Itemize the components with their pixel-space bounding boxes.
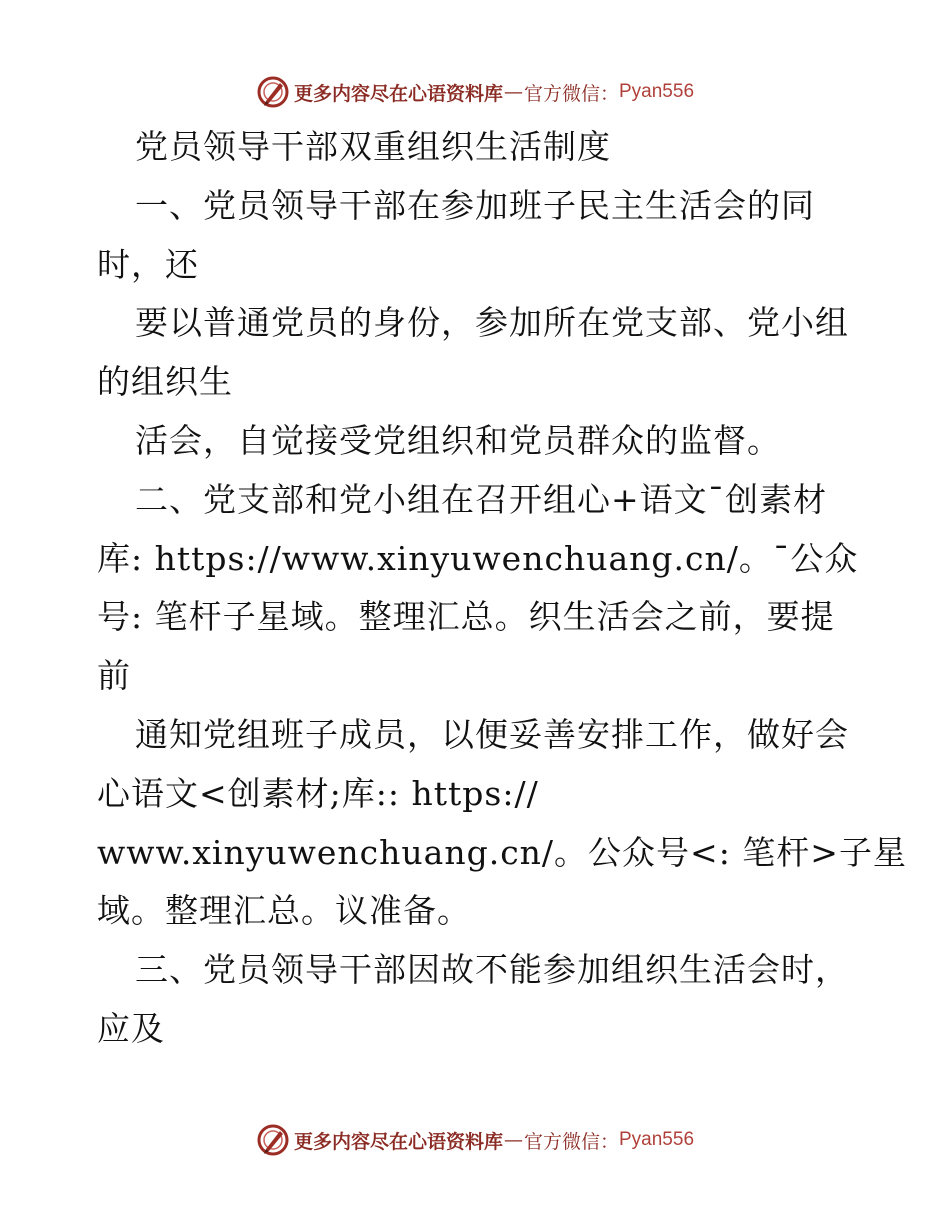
header-watermark-banner (0, 72, 950, 112)
text-line: 活会，自觉接受党组织和党员群众的监督。 (135, 420, 781, 460)
footer-wechat-handle: Pyan556 (619, 1129, 695, 1150)
text-line: 域。整理汇总。议准备。 (97, 891, 471, 931)
pen-logo-icon (256, 1123, 290, 1157)
pen-logo-icon (256, 75, 290, 109)
document-body (97, 118, 907, 1059)
header-wechat-handle: Pyan556 (619, 81, 695, 102)
header-site-name: 更多内容尽在心语资料库 (293, 82, 503, 105)
footer-site-name: 更多内容尽在心语资料库 (293, 1130, 503, 1153)
document-title: 党员领导干部双重组织生活制度 (135, 127, 611, 166)
text-line: 二、党支部和党小组在召开组心+语文¯创素材 (135, 479, 828, 519)
footer-watermark-banner (0, 1120, 950, 1160)
text-line: 一、党员领导干部在参加班子民主生活会的同 (135, 185, 815, 225)
text-line: 号: 笔杆子星域。整理汇总。织生活会之前，要提 (97, 597, 835, 637)
header-wechat-label: 官方微信： (523, 82, 619, 105)
text-line: 库: https://www.xinyuwenchuang.cn/。¯公众 (97, 538, 859, 578)
text-line: www.xinyuwenchuang.cn/。公众号<: 笔杆>子星 (97, 832, 907, 872)
footer-separator: — (503, 1129, 523, 1151)
text-line: 时，还 (97, 244, 199, 284)
text-line: 要以普通党员的身份，参加所在党支部、党小组 (135, 303, 849, 343)
footer-wechat-label: 官方微信： (523, 1130, 619, 1153)
text-line: 心语文<创素材;库:: https:// (97, 773, 539, 813)
text-line: 通知党组班子成员，以便妥善安排工作，做好会 (135, 714, 849, 754)
text-line: 三、党员领导干部因故不能参加组织生活会时， (135, 950, 849, 990)
text-line: 应及 (97, 1008, 165, 1048)
text-line: 的组织生 (97, 362, 233, 402)
header-separator: — (503, 81, 523, 103)
text-line: 前 (97, 656, 131, 696)
